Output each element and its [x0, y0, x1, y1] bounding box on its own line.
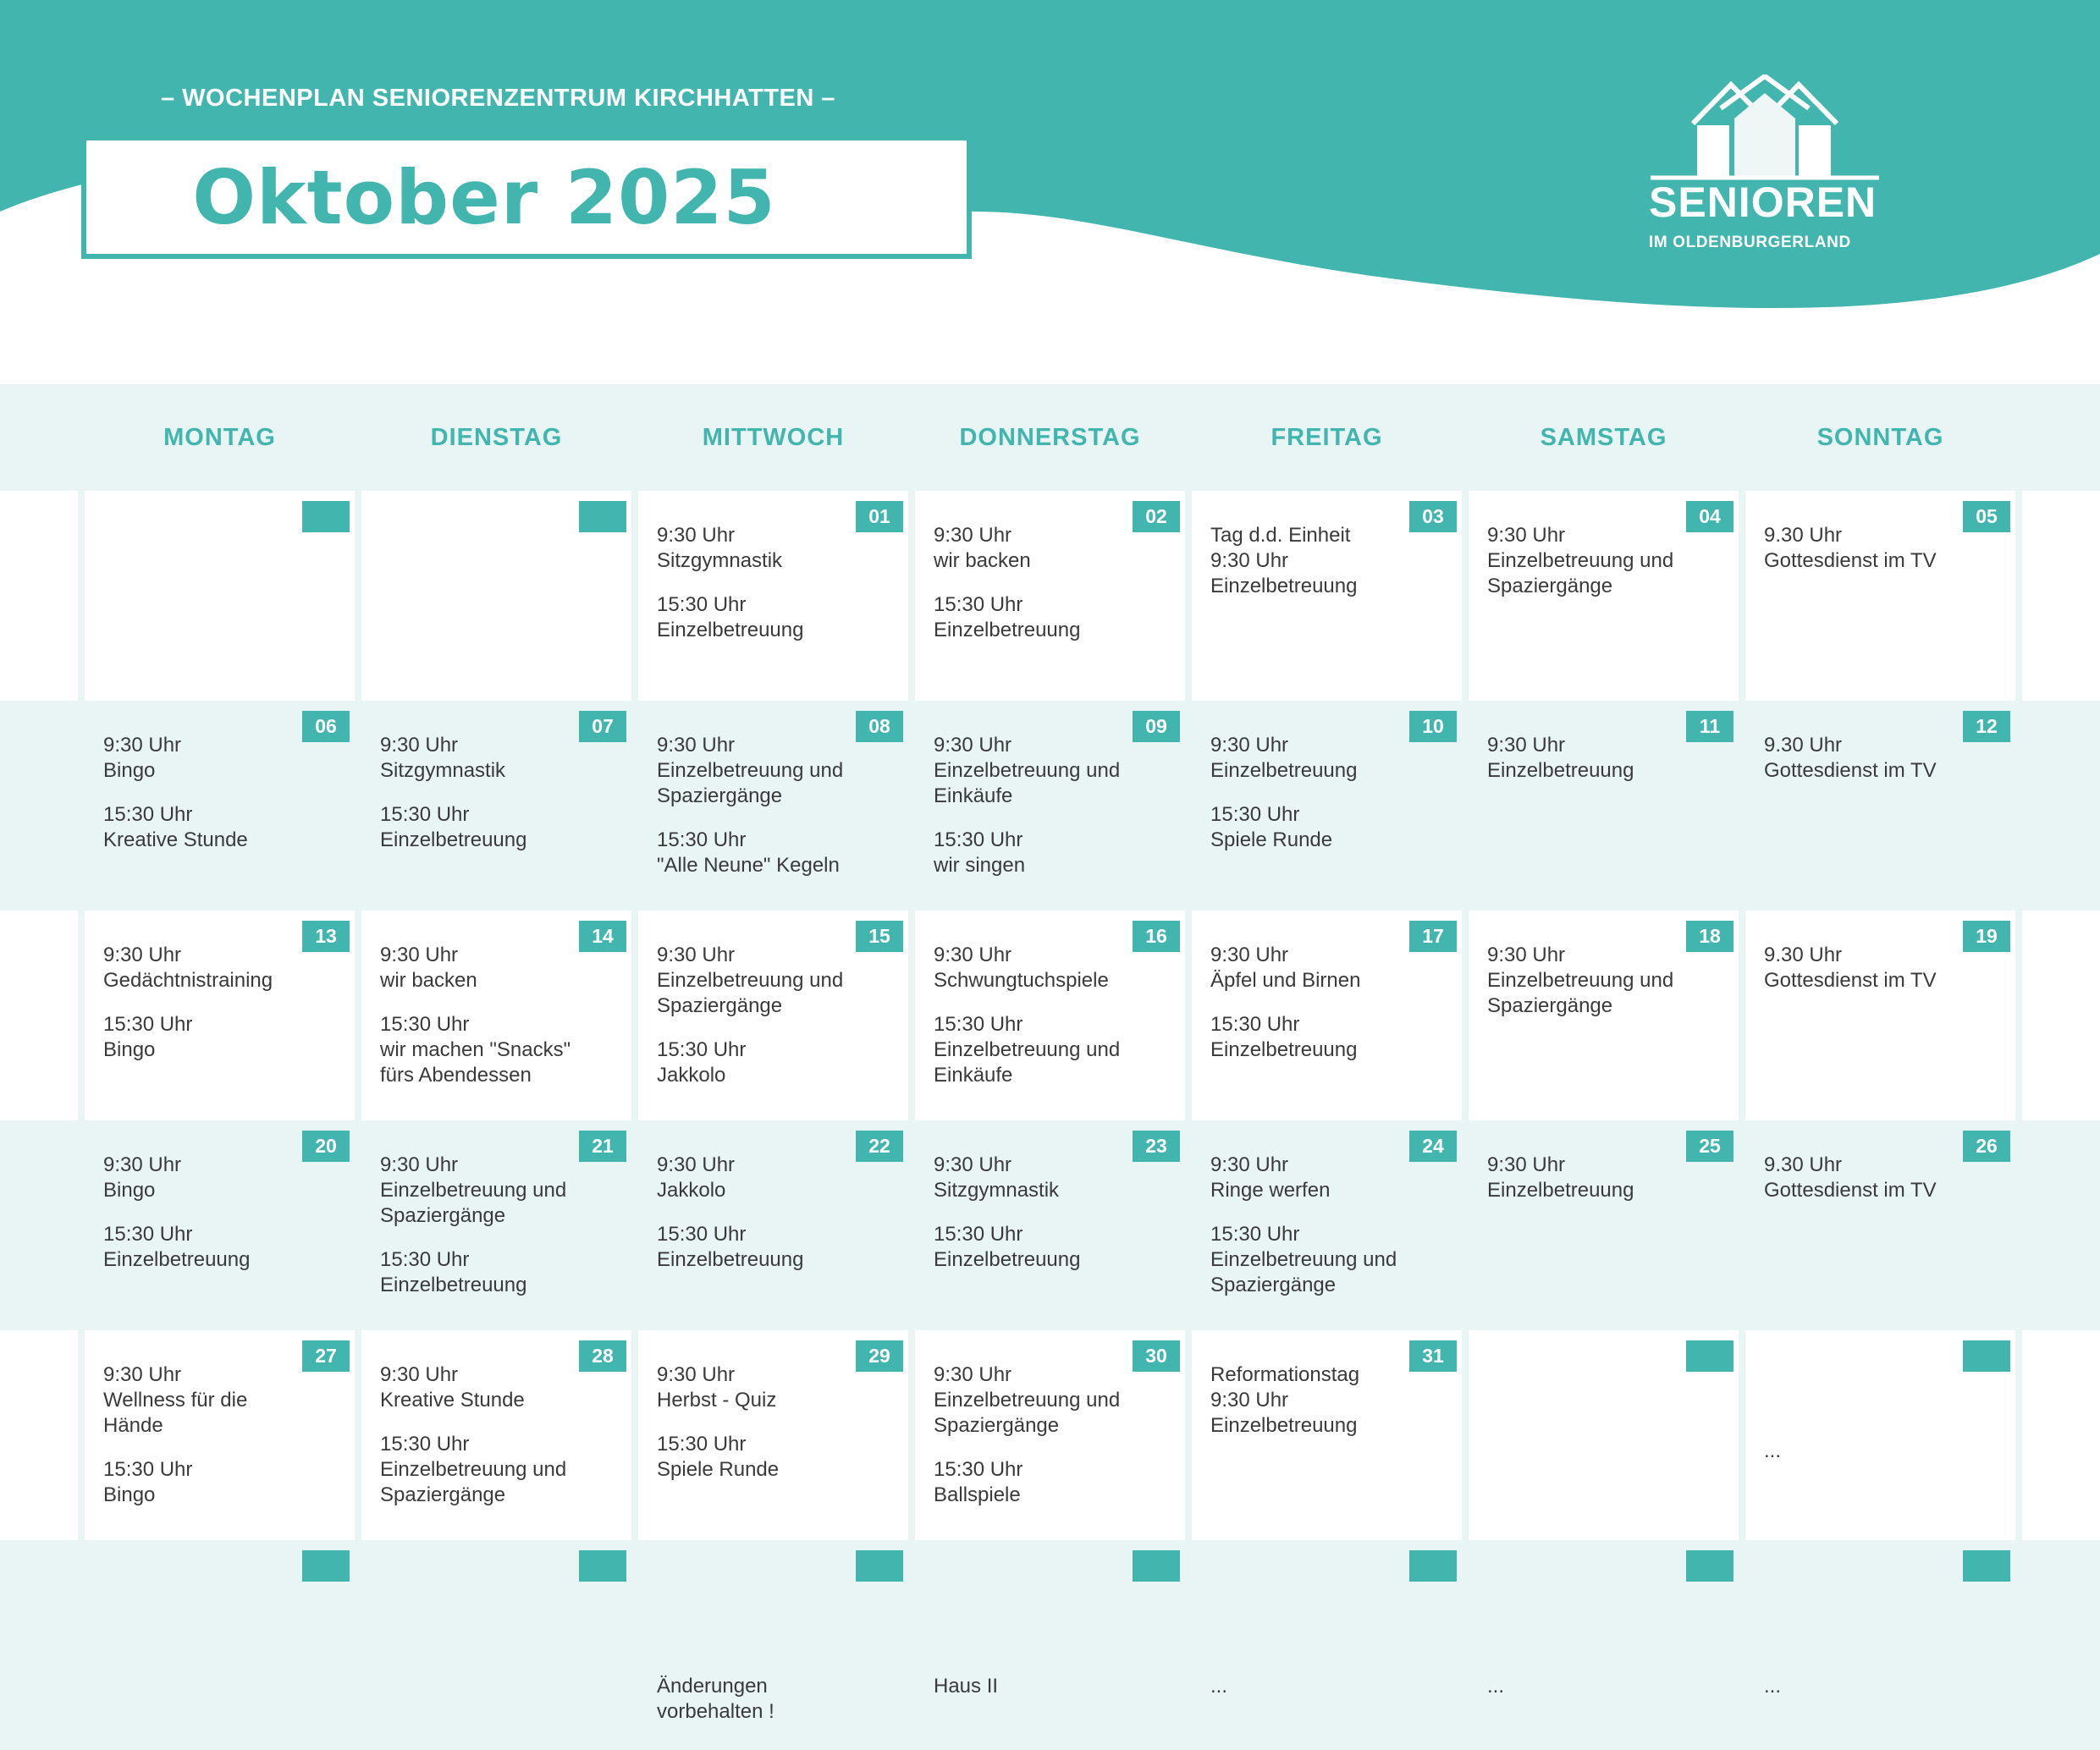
day-cell — [1192, 1540, 1462, 1750]
day-number-badge: 09 — [1133, 711, 1180, 742]
day-number-badge: 26 — [1963, 1131, 2010, 1162]
activity-entry: ... — [1487, 1675, 1505, 1698]
day-cell — [1192, 911, 1462, 1120]
day-activities — [380, 733, 626, 853]
activity-entry: 9:30 Uhr Schwungtuchspiele — [934, 944, 1109, 992]
day-cell — [1192, 1330, 1462, 1540]
day-cell — [85, 491, 355, 701]
day-activities — [934, 1362, 1179, 1508]
day-number-badge: 03 — [1409, 501, 1457, 532]
activity-entry: ... — [1764, 1439, 1782, 1462]
logo-subtitle: IM OLDENBURGERLAND — [1649, 234, 1851, 251]
day-number-badge: 16 — [1133, 921, 1180, 952]
day-activities — [657, 1362, 902, 1483]
day-cell — [361, 1120, 631, 1330]
activity-entry: 9:30 Uhr Sitzgymnastik — [380, 734, 506, 782]
column-separator — [2015, 384, 2022, 1750]
day-cell — [85, 1330, 355, 1540]
day-number-badge: 14 — [579, 921, 626, 952]
activity-entry: ... — [1764, 1675, 1782, 1698]
day-number-badge: 21 — [579, 1131, 626, 1162]
day-cell — [1745, 1330, 2015, 1540]
day-activities — [657, 1153, 902, 1273]
day-number-badge: 23 — [1133, 1131, 1180, 1162]
day-activities — [103, 943, 349, 1063]
activity-entry: 9:30 Uhr Herbst - Quiz — [657, 1363, 777, 1412]
activity-entry: 9:30 Uhr Einzelbetreuung — [1487, 734, 1634, 782]
day-number-badge: 01 — [856, 501, 903, 532]
day-activities — [103, 733, 349, 853]
day-number-badge: 04 — [1686, 501, 1733, 532]
activity-entry: 9:30 Uhr Einzelbetreuung und Spaziergänge — [934, 1363, 1121, 1437]
activity-entry: 15:30 Uhr Einzelbetreuung — [103, 1223, 251, 1271]
day-number-badge: 11 — [1686, 711, 1733, 742]
day-cell — [915, 491, 1185, 701]
day-number-badge: 29 — [856, 1340, 903, 1372]
activity-entry: 9:30 Uhr Bingo — [103, 1153, 182, 1202]
day-number-badge: 05 — [1963, 501, 2010, 532]
day-number-badge: 27 — [302, 1340, 350, 1372]
day-number-badge: 19 — [1963, 921, 2010, 952]
day-activities — [657, 733, 902, 878]
day-cell — [915, 1120, 1185, 1330]
activity-entry: 9.30 Uhr Gottesdienst im TV — [1764, 524, 1937, 572]
day-number-badge: 12 — [1963, 711, 2010, 742]
day-activities — [934, 1153, 1179, 1273]
activity-entry: 15:30 Uhr "Alle Neune" Kegeln — [657, 828, 840, 877]
day-activities — [657, 523, 902, 643]
activity-entry: Haus II — [934, 1675, 999, 1698]
day-activities — [1764, 943, 2009, 993]
day-activities — [380, 1153, 626, 1298]
day-number-badge — [1686, 1340, 1733, 1372]
day-cell — [1469, 1330, 1739, 1540]
day-activities — [657, 943, 902, 1088]
activity-entry: 15:30 Uhr Einzelbetreuung — [657, 1223, 804, 1271]
day-activities — [1764, 1362, 2009, 1464]
day-activities — [1210, 1572, 1456, 1699]
day-cell — [85, 1540, 355, 1750]
day-cell — [915, 701, 1185, 911]
day-cell — [915, 911, 1185, 1120]
activity-entry: 15:30 Uhr Spiele Runde — [657, 1433, 780, 1481]
activity-entry: 9:30 Uhr Sitzgymnastik — [657, 524, 783, 572]
title-box — [81, 135, 972, 259]
day-cell — [361, 701, 631, 911]
column-separator — [908, 384, 915, 1750]
day-activities — [934, 1572, 1179, 1699]
activity-entry: 9:30 Uhr Gedächtnistraining — [103, 944, 273, 992]
day-number-badge — [302, 501, 350, 532]
activity-entry: 15:30 Uhr Bingo — [103, 1013, 193, 1061]
day-number-badge: 28 — [579, 1340, 626, 1372]
activity-entry: 9:30 Uhr Bingo — [103, 734, 182, 782]
day-number-badge: 13 — [302, 921, 350, 952]
day-activities — [1487, 523, 1733, 599]
houses-icon — [1646, 74, 1883, 184]
day-activities — [1210, 733, 1456, 853]
day-cell — [915, 1540, 1185, 1750]
activity-entry: 9.30 Uhr Gottesdienst im TV — [1764, 944, 1937, 992]
column-separator — [1462, 384, 1469, 1750]
day-cell — [1469, 1540, 1739, 1750]
day-cell — [1192, 1120, 1462, 1330]
day-activities — [1764, 1153, 2009, 1203]
day-number-badge: 25 — [1686, 1131, 1733, 1162]
logo-name: SENIOREN — [1649, 179, 1877, 226]
activity-entry: 15:30 Uhr Einzelbetreuung — [934, 593, 1081, 641]
day-activities — [1487, 943, 1733, 1019]
day-cell — [638, 701, 908, 911]
day-activities — [1487, 1153, 1733, 1203]
day-number-badge: 18 — [1686, 921, 1733, 952]
day-cell — [1192, 701, 1462, 911]
day-cell — [1192, 491, 1462, 701]
activity-entry: 9:30 Uhr Einzelbetreuung und Spaziergänge — [657, 734, 844, 807]
day-cell — [361, 1540, 631, 1750]
day-cell — [638, 1540, 908, 1750]
activity-entry: 15:30 Uhr Einzelbetreuung und Einkäufe — [934, 1013, 1121, 1087]
activity-entry: 9:30 Uhr Einzelbetreuung und Einkäufe — [934, 734, 1121, 807]
activity-entry: Tag d.d. Einheit 9:30 Uhr Einzelbetreuung — [1210, 524, 1358, 597]
day-cell — [85, 1120, 355, 1330]
day-number-badge: 30 — [1133, 1340, 1180, 1372]
day-number-badge: 22 — [856, 1131, 903, 1162]
day-number-badge: 24 — [1409, 1131, 1457, 1162]
column-separator — [355, 384, 361, 1750]
day-number-badge: 15 — [856, 921, 903, 952]
activity-entry: 15:30 Uhr Bingo — [103, 1458, 193, 1506]
activity-entry: 9:30 Uhr Einzelbetreuung — [1210, 734, 1358, 782]
calendar-grid — [0, 384, 2100, 1750]
day-number-badge: 31 — [1409, 1340, 1457, 1372]
day-cell — [1745, 491, 2015, 701]
day-number-badge: 20 — [302, 1131, 350, 1162]
day-number-badge — [579, 1550, 626, 1582]
page-title: Oktober 2025 — [192, 153, 776, 241]
day-cell — [85, 701, 355, 911]
weekday-donnerstag: DONNERSTAG — [959, 423, 1141, 451]
activity-entry: Änderungen vorbehalten ! — [657, 1675, 774, 1723]
column-separator — [1185, 384, 1192, 1750]
day-cell — [361, 911, 631, 1120]
day-number-badge: 08 — [856, 711, 903, 742]
activity-entry: 9:30 Uhr wir backen — [380, 944, 477, 992]
day-activities — [1487, 733, 1733, 784]
activity-entry: 15:30 Uhr Einzelbetreuung — [657, 593, 804, 641]
day-cell — [638, 1120, 908, 1330]
day-cell — [915, 1330, 1185, 1540]
activity-entry: 9:30 Uhr Ringe werfen — [1210, 1153, 1331, 1202]
weekday-dienstag: DIENSTAG — [430, 423, 563, 451]
activity-entry: 15:30 Uhr Einzelbetreuung und Spaziergänge — [380, 1433, 567, 1506]
activity-entry: 9:30 Uhr Wellness für die Hände — [103, 1363, 248, 1437]
day-activities — [1210, 1362, 1456, 1439]
day-number-badge: 17 — [1409, 921, 1457, 952]
activity-entry: 9:30 Uhr Einzelbetreuung und Spaziergänge — [1487, 944, 1674, 1017]
day-cell — [1745, 1540, 2015, 1750]
day-activities — [934, 523, 1179, 643]
column-separator — [1739, 384, 1745, 1750]
day-number-badge: 10 — [1409, 711, 1457, 742]
day-activities — [1764, 1572, 2009, 1699]
activity-entry: 15:30 Uhr Kreative Stunde — [103, 803, 248, 851]
day-activities — [1764, 523, 2009, 574]
activity-entry: 9:30 Uhr Kreative Stunde — [380, 1363, 525, 1412]
activity-entry: 15:30 Uhr Spiele Runde — [1210, 803, 1333, 851]
day-cell — [638, 911, 908, 1120]
day-activities — [934, 943, 1179, 1088]
activity-entry: 9:30 Uhr Einzelbetreuung und Spaziergänge — [1487, 524, 1674, 597]
activity-entry: 15:30 Uhr Einzelbetreuung und Spaziergänge — [1210, 1223, 1397, 1296]
day-activities — [657, 1572, 902, 1725]
day-cell — [1469, 701, 1739, 911]
weekday-sonntag: SONNTAG — [1816, 423, 1944, 451]
day-activities — [1487, 1572, 1733, 1699]
activity-entry: 9:30 Uhr Äpfel und Birnen — [1210, 944, 1361, 992]
activity-entry: Reformationstag 9:30 Uhr Einzelbetreuung — [1210, 1363, 1360, 1437]
activity-entry: 15:30 Uhr Einzelbetreuung — [1210, 1013, 1358, 1061]
activity-entry: 9:30 Uhr wir backen — [934, 524, 1031, 572]
day-cell — [361, 491, 631, 701]
day-cell — [1745, 1120, 2015, 1330]
activity-entry: 9.30 Uhr Gottesdienst im TV — [1764, 1153, 1937, 1202]
day-cell — [361, 1330, 631, 1540]
weekday-montag: MONTAG — [163, 423, 276, 451]
activity-entry: ... — [1210, 1675, 1228, 1698]
logo — [1646, 74, 1883, 261]
activity-entry: 9:30 Uhr Einzelbetreuung und Spaziergänge — [657, 944, 844, 1017]
plan-tagline: – WOCHENPLAN SENIORENZENTRUM KIRCHHATTEN – — [161, 85, 836, 112]
day-number-badge: 07 — [579, 711, 626, 742]
activity-entry: 15:30 Uhr Einzelbetreuung — [380, 803, 527, 851]
activity-entry: 15:30 Uhr Ballspiele — [934, 1458, 1023, 1506]
day-activities — [1210, 523, 1456, 599]
day-cell — [1745, 911, 2015, 1120]
activity-entry: 15:30 Uhr Einzelbetreuung — [934, 1223, 1081, 1271]
day-activities — [103, 1153, 349, 1273]
day-activities — [103, 1362, 349, 1508]
day-activities — [380, 1362, 626, 1508]
day-number-badge: 02 — [1133, 501, 1180, 532]
activity-entry: 9:30 Uhr Einzelbetreuung — [1487, 1153, 1634, 1202]
activity-entry: 9:30 Uhr Jakkolo — [657, 1153, 736, 1202]
activity-entry: 15:30 Uhr Einzelbetreuung — [380, 1248, 527, 1296]
day-cell — [1745, 701, 2015, 911]
day-cell — [638, 1330, 908, 1540]
day-activities — [380, 943, 626, 1088]
activity-entry: 15:30 Uhr wir singen — [934, 828, 1026, 877]
day-activities — [1210, 1153, 1456, 1298]
activity-entry: 15:30 Uhr Jakkolo — [657, 1038, 747, 1087]
day-cell — [1469, 911, 1739, 1120]
day-activities — [1764, 733, 2009, 784]
activity-entry: 9.30 Uhr Gottesdienst im TV — [1764, 734, 1937, 782]
left-margin-column — [0, 384, 78, 1750]
column-separator — [631, 384, 638, 1750]
activity-entry: 9:30 Uhr Sitzgymnastik — [934, 1153, 1060, 1202]
day-cell — [1469, 1120, 1739, 1330]
weekday-samstag: SAMSTAG — [1540, 423, 1667, 451]
activity-entry: 9:30 Uhr Einzelbetreuung und Spaziergänge — [380, 1153, 567, 1227]
day-number-badge: 06 — [302, 711, 350, 742]
activity-entry: 15:30 Uhr wir machen "Snacks" fürs Abendessen — [380, 1013, 571, 1087]
day-activities — [1210, 943, 1456, 1063]
day-number-badge — [579, 501, 626, 532]
day-cell — [1469, 491, 1739, 701]
day-cell — [85, 911, 355, 1120]
weekday-freitag: FREITAG — [1270, 423, 1383, 451]
weekday-mittwoch: MITTWOCH — [702, 423, 845, 451]
day-activities — [934, 733, 1179, 878]
column-separator — [78, 384, 85, 1750]
day-cell — [638, 491, 908, 701]
day-number-badge — [302, 1550, 350, 1582]
